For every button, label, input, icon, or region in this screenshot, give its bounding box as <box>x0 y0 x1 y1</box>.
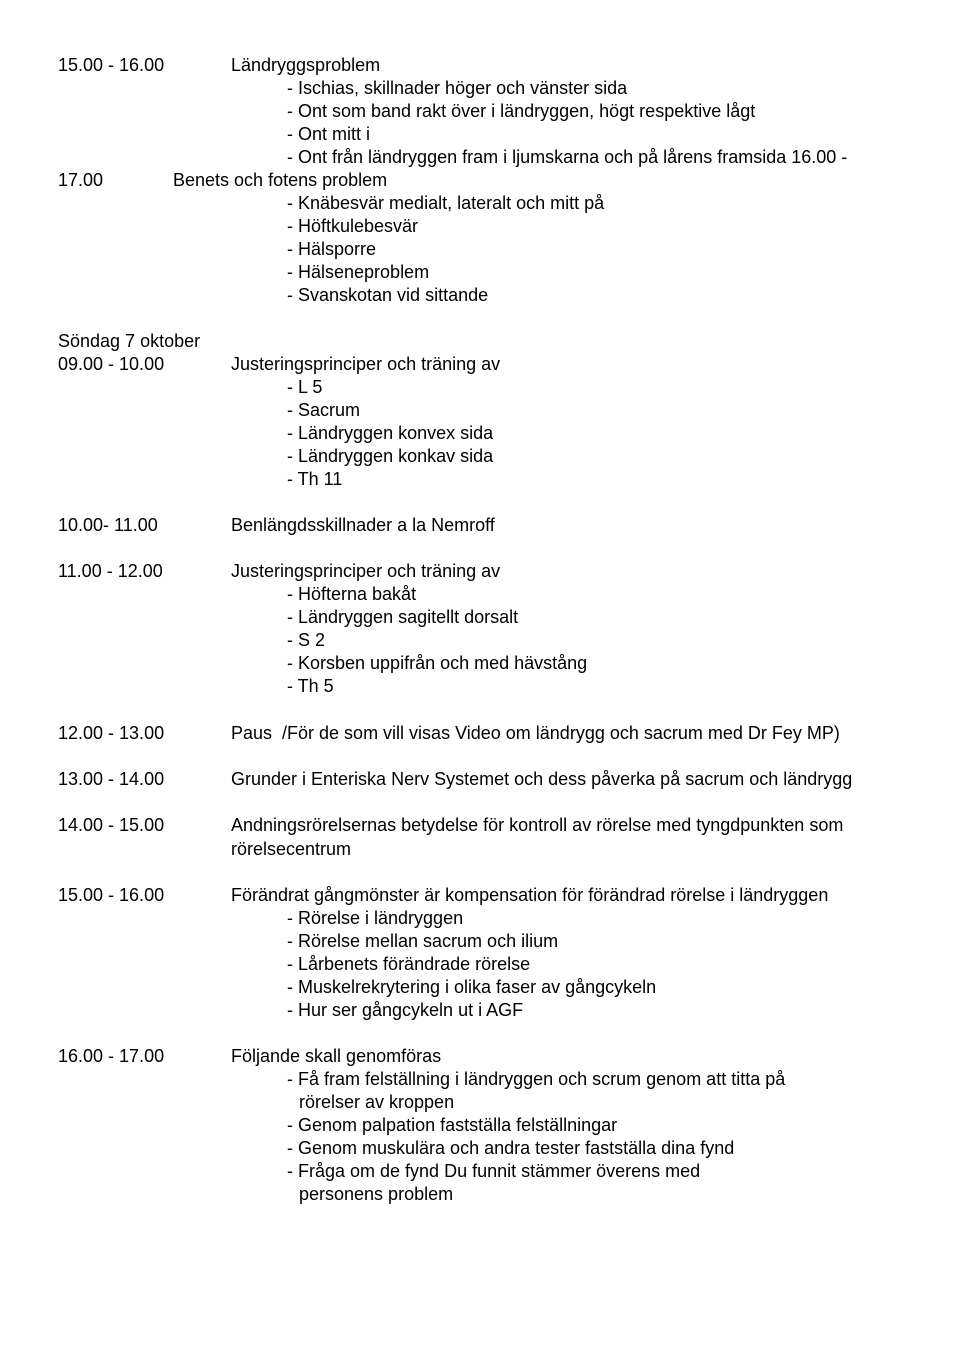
list-item: - Ländryggen konkav sida <box>287 446 494 466</box>
list-item: - Svanskotan vid sittande <box>287 285 489 305</box>
list-item: - Genom palpation fastställa felställningar <box>287 1115 618 1135</box>
list-item: - Rörelse i ländryggen <box>287 908 464 928</box>
list-item: - Lårbenets förändrade rörelse <box>287 954 531 974</box>
session-title: Ländryggsproblem <box>231 55 381 75</box>
list-item: - Få fram felställning i ländryggen och scrum genom att titta på <box>287 1069 786 1089</box>
list-item: - Th 5 <box>287 676 334 696</box>
session-title: Andningsrörelsernas betydelse för kontroll av rörelse med tyngdpunkten som <box>231 815 844 835</box>
list-item: - Ländryggen sagitellt dorsalt <box>287 607 519 627</box>
time-slot: 15.00 - 16.00 <box>58 55 165 75</box>
time-slot: 10.00- 11.00 <box>58 515 158 535</box>
session-title: Justeringsprinciper och träning av <box>231 561 501 581</box>
list-item: - Knäbesvär medialt, lateralt och mitt på <box>287 193 605 213</box>
list-item: - L 5 <box>287 377 323 397</box>
list-item: - Hur ser gångcykeln ut i AGF <box>287 1000 524 1020</box>
session-title-continuation: rörelsecentrum <box>231 839 352 859</box>
session-title: Benlängdsskillnader a la Nemroff <box>231 515 495 535</box>
time-slot: 09.00 - 10.00 <box>58 354 165 374</box>
list-item: - Ländryggen konvex sida <box>287 423 494 443</box>
list-item: - Ont från ländryggen fram i ljumskarna och på lårens framsida 16.00 - <box>287 147 848 167</box>
list-item: - Höfterna bakåt <box>287 584 417 604</box>
list-item: - Ont mitt i <box>287 124 371 144</box>
time-slot: 15.00 - 16.00 <box>58 885 165 905</box>
list-item: - Höftkulebesvär <box>287 216 419 236</box>
session-title: Benets och fotens problem <box>173 170 388 190</box>
list-item-continuation: rörelser av kroppen <box>299 1092 455 1112</box>
time-slot: 14.00 - 15.00 <box>58 815 165 835</box>
list-item: - Rörelse mellan sacrum och ilium <box>287 931 559 951</box>
time-slot: 12.00 - 13.00 <box>58 723 165 743</box>
time-slot: 16.00 - 17.00 <box>58 1046 165 1066</box>
session-title: Förändrat gångmönster är kompensation för förändrad rörelse i ländryggen <box>231 885 829 905</box>
session-title: Paus /För de som vill visas Video om ländrygg och sacrum med Dr Fey MP) <box>231 723 840 743</box>
list-item: - Muskelrekrytering i olika faser av gångcykeln <box>287 977 657 997</box>
list-item: - Genom muskulära och andra tester fastställa dina fynd <box>287 1138 735 1158</box>
list-item: - Sacrum <box>287 400 361 420</box>
time-slot: 17.00 <box>58 170 104 190</box>
list-item: - Fråga om de fynd Du funnit stämmer överens med <box>287 1161 701 1181</box>
time-slot: 11.00 - 12.00 <box>58 561 163 581</box>
list-item: - S 2 <box>287 630 326 650</box>
time-slot: 13.00 - 14.00 <box>58 769 165 789</box>
list-item-continuation: personens problem <box>299 1184 454 1204</box>
list-item: - Th 11 <box>287 469 343 489</box>
list-item: - Korsben uppifrån och med hävstång <box>287 653 588 673</box>
session-title: Följande skall genomföras <box>231 1046 442 1066</box>
list-item: - Ischias, skillnader höger och vänster sida <box>287 78 628 98</box>
day-heading: Söndag 7 oktober <box>58 331 201 351</box>
list-item: - Hälseneproblem <box>287 262 430 282</box>
list-item: - Ont som band rakt över i ländryggen, högt respektive lågt <box>287 101 756 121</box>
list-item: - Hälsporre <box>287 239 377 259</box>
session-title: Justeringsprinciper och träning av <box>231 354 501 374</box>
session-title: Grunder i Enteriska Nerv Systemet och dess påverka på sacrum och ländrygg <box>231 769 853 789</box>
